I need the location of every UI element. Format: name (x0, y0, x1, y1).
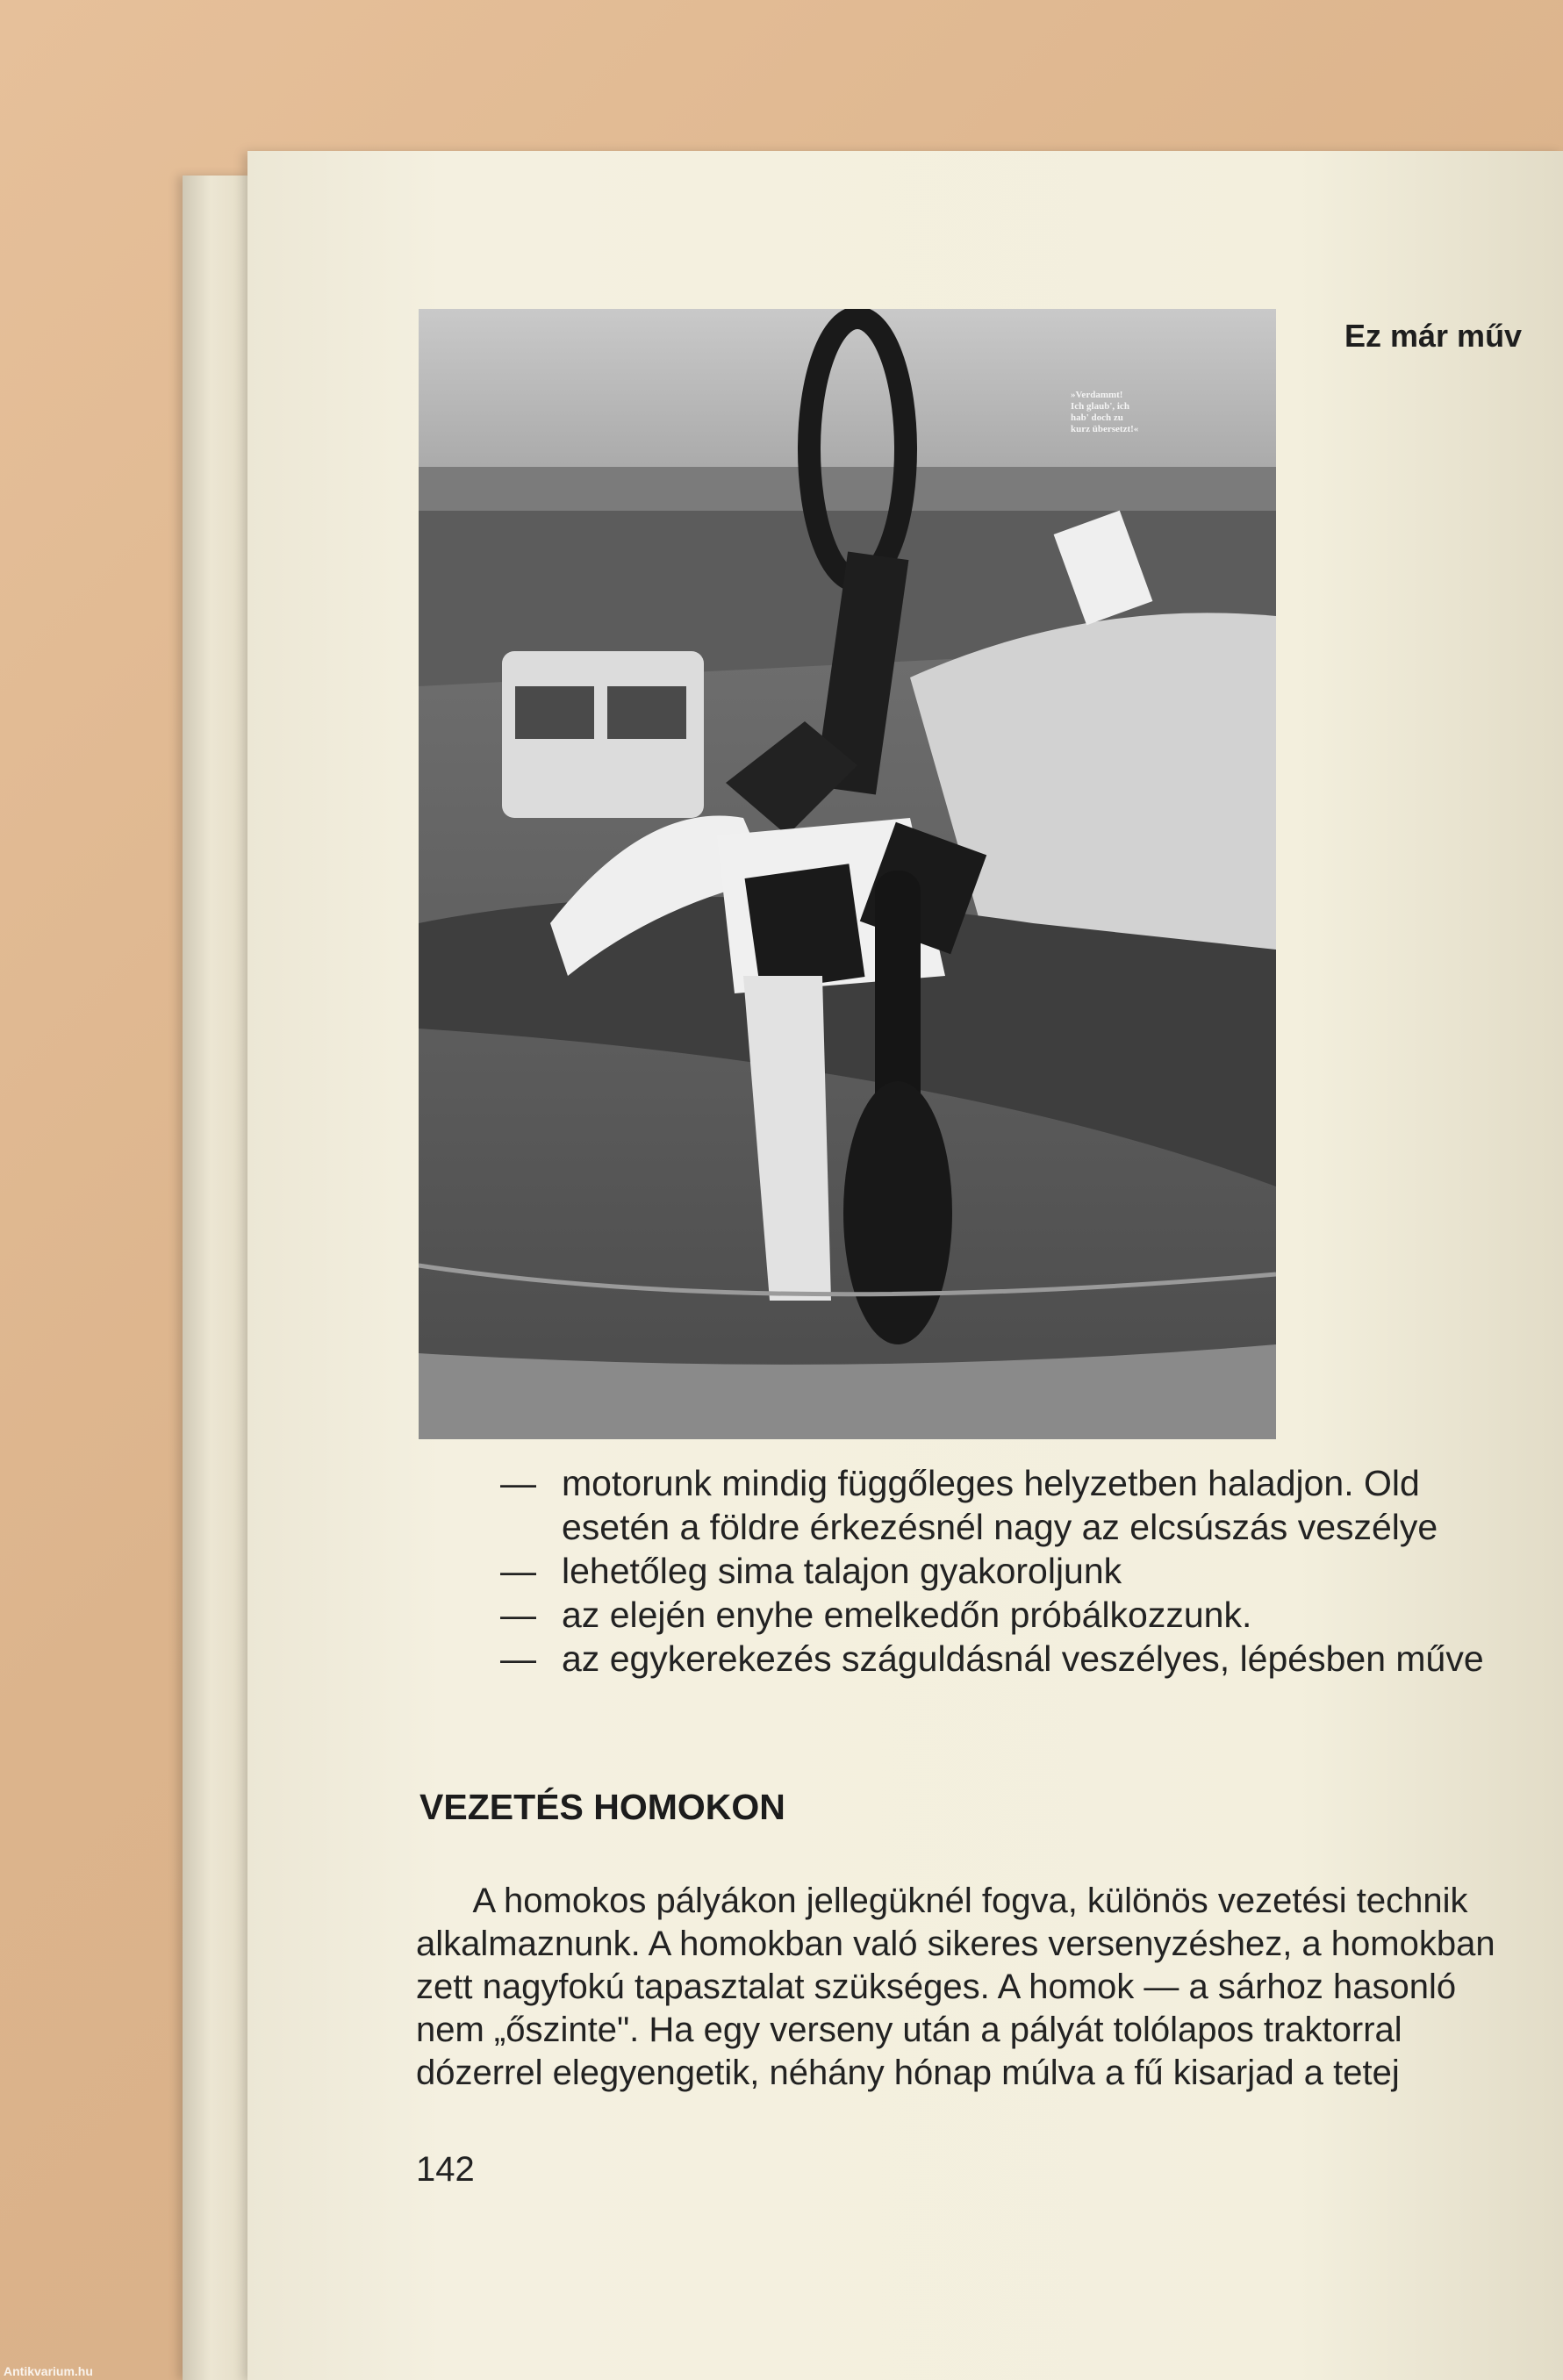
photo-caption: »Verdammt! Ich glaub', ich hab' doch zu kurz übersetzt!« (1071, 390, 1139, 434)
paragraph-line: nem „őszinte". Ha egy verseny után a pályát tolólapos traktorral (416, 2011, 1402, 2049)
paragraph-line: A homokos pályákon jellegüknél fogva, különös vezetési technik (416, 1882, 1468, 1920)
book-page-edge (183, 176, 253, 2380)
paragraph-line: zett nagyfokú tapasztalat szükséges. A homok — a sárhoz hasonló (416, 1968, 1457, 2006)
paragraph-line: alkalmaznunk. A homokban való sikeres versenyzéshez, a homokban (416, 1925, 1495, 1963)
section-heading: VEZETÉS HOMOKON (419, 1787, 785, 1827)
bullet-line: motorunk mindig függőleges helyzetben haladjon. Old (562, 1463, 1420, 1503)
list-item (500, 1461, 1563, 1549)
bullet-dash: — (500, 1595, 536, 1635)
bullet-dash: — (500, 1551, 536, 1591)
paragraph-line: dózerrel elegyengetik, néhány hónap múlva a fű kisarjad a tetej (416, 2054, 1400, 2092)
list-item (500, 1549, 1563, 1593)
bullet-dash: — (500, 1638, 536, 1679)
bullet-line: az egykerekezés száguldásnál veszélyes, lépésben műve (562, 1638, 1484, 1679)
bullet-line: lehetőleg sima talajon gyakoroljunk (562, 1551, 1122, 1591)
bullet-line: esetén a földre érkezésnél nagy az elcsúszás veszélye (562, 1507, 1438, 1547)
list-item (500, 1637, 1563, 1681)
motorcycle-wheelie-photo (419, 309, 1276, 1439)
running-head: Ez már műv (1344, 318, 1523, 354)
list-item (500, 1593, 1563, 1637)
page-number: 142 (416, 2150, 475, 2189)
bullet-line: az elején enyhe emelkedőn próbálkozzunk. (562, 1595, 1252, 1635)
bullet-dash: — (500, 1463, 536, 1503)
bullet-list (500, 1461, 1563, 1681)
photo-illustration (419, 309, 1276, 1439)
body-paragraph (416, 1880, 1563, 2095)
watermark: Antikvarium.hu (4, 2364, 93, 2378)
